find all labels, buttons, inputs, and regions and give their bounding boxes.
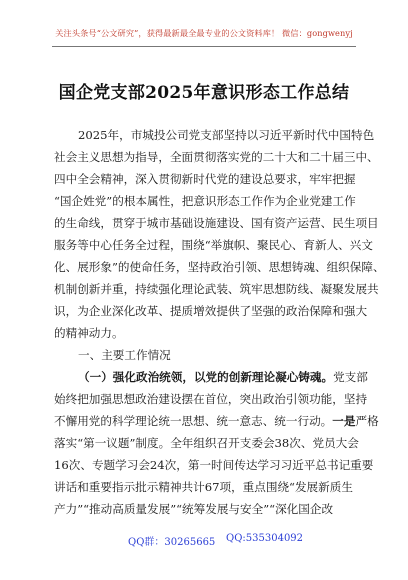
body-line <box>54 414 379 429</box>
body-line: 讲话和重要指示批示精神共计67项，重点围绕“发展新质生 <box>54 480 353 494</box>
section-heading: 一、主要工作情况 <box>78 348 171 362</box>
inline-bold-marker: 一是 <box>332 414 356 428</box>
subsection-heading: （一）强化政治统领，以党的创新理论凝心铸魂。 <box>78 370 334 384</box>
body-line: 落实“第一议题”制度。全年组织召开支委会38次、党员大会 <box>54 436 359 450</box>
body-line: 16次、专题学习会24次，第一时间传达学习习近平总书记重要 <box>54 458 374 472</box>
intro-line: 服务等中心任务全过程，围绕“举旗帜、聚民心、育新人、兴文 <box>54 238 373 252</box>
intro-line: 2025年，市城投公司党支部坚持以习近平新时代中国特色 <box>78 128 375 142</box>
subsection-text: 党支部 <box>333 370 368 384</box>
body-line: 产力”“推动高质量发展”“统筹发展与安全”“深化国企改 <box>54 502 334 516</box>
intro-line: 化、展形象”的使命任务，坚持政治引领、思想铸魂、组织保障、 <box>54 260 385 274</box>
subsection-line <box>78 370 368 385</box>
header-divider <box>52 46 356 47</box>
header-banner: 关注头条号“公文研究”，获得最新最全最专业的公文资料库！ 微信：gongwenyj <box>55 28 353 38</box>
intro-line: 机制创新并重，持续强化理论武装、筑牢思想防线、凝聚发展共 <box>54 282 379 296</box>
footer-qq-group: QQ群：30265665 <box>128 537 216 548</box>
intro-line: “国企姓党”的根本属性，把意识形态工作作为企业党建工作 <box>54 194 356 208</box>
body-text: 不懈用党的科学理论统一思想、统一意志、统一行动。 <box>54 414 333 428</box>
intro-line: 识，为企业深化改革、提质增效提供了坚强的政治保障和强大 <box>54 304 368 318</box>
intro-line: 的精神动力。 <box>54 326 124 340</box>
footer-qq: QQ:535304092 <box>226 533 304 544</box>
body-text: 严格 <box>355 414 379 428</box>
body-line: 始终把加强思想政治建设摆在首位，突出政治引领功能，坚持 <box>54 392 368 406</box>
intro-line: 的生命线，贯穿于城市基础设施建设、国有资产运营、民生项目 <box>54 216 379 230</box>
intro-line: 社会主义思想为指导，全面贯彻落实党的二十大和二十届三中、 <box>54 150 379 164</box>
document-title: 国企党支部2025年意识形态工作总结 <box>58 83 350 103</box>
intro-line: 四中全会精神，深入贯彻新时代党的建设总要求，牢牢把握 <box>54 172 356 186</box>
